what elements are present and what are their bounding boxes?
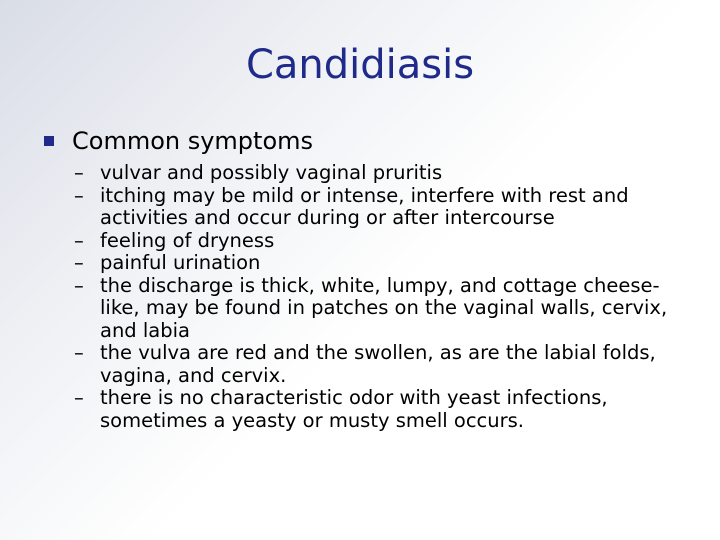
square-bullet-icon bbox=[44, 136, 54, 146]
bullet-common-symptoms bbox=[44, 127, 313, 155]
dash-icon: – bbox=[74, 251, 84, 274]
dash-icon: – bbox=[74, 386, 84, 409]
symptom-list bbox=[74, 162, 694, 432]
symptom-text: there is no characteristic odor with yeast infections, sometimes a yeasty or musty smell occurs. bbox=[100, 386, 608, 432]
list-item bbox=[74, 387, 694, 432]
bullet-label: Common symptoms bbox=[72, 127, 314, 155]
dash-icon: – bbox=[74, 273, 84, 297]
list-item bbox=[74, 342, 694, 387]
symptom-text: painful urination bbox=[100, 251, 261, 274]
list-item bbox=[74, 252, 694, 275]
dash-icon: – bbox=[74, 183, 84, 207]
symptom-text: vulvar and possibly vaginal pruritis bbox=[100, 161, 443, 184]
list-item bbox=[74, 230, 694, 253]
symptom-text: itching may be mild or intense, interfere with rest and activities and occur during or after intercourse bbox=[100, 183, 629, 229]
symptom-text: the discharge is thick, white, lumpy, and cottage cheese-like, may be found in patches on the vaginal walls, cervix, and labia bbox=[100, 273, 668, 342]
list-item bbox=[74, 162, 694, 185]
dash-icon: – bbox=[74, 341, 84, 364]
dash-icon: – bbox=[74, 161, 84, 184]
dash-icon: – bbox=[74, 228, 84, 252]
list-item bbox=[74, 185, 694, 230]
symptom-text: feeling of dryness bbox=[100, 228, 275, 252]
list-item bbox=[74, 275, 694, 343]
slide-title: Candidiasis bbox=[245, 42, 475, 88]
symptom-text: the vulva are red and the swollen, as are the labial folds, vagina, and cervix. bbox=[100, 341, 656, 387]
